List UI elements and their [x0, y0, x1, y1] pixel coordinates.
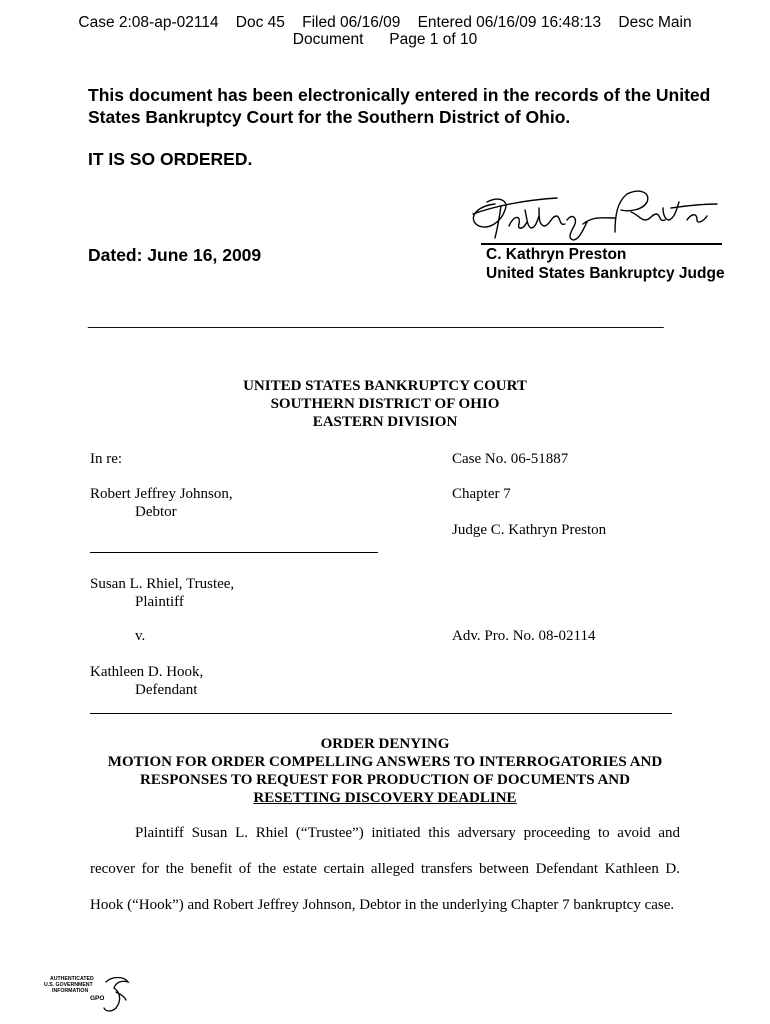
court-name: UNITED STATES BANKRUPTCY COURT: [243, 378, 527, 394]
ecf-header-line: Case 2:08-ap-02114 Doc 45 Filed 06/16/09 Entered 06/16/09 16:48:13 Desc Main: [78, 14, 692, 31]
caption-divider-long: [90, 713, 672, 714]
order-title-line: MOTION FOR ORDER COMPELLING ANSWERS TO INTERROGATORIES AND: [107, 754, 663, 770]
in-re-label: In re:: [90, 451, 123, 467]
defendant-name: Kathleen D. Hook,: [90, 664, 204, 680]
plaintiff-role: Plaintiff: [135, 594, 184, 610]
versus-label: v.: [135, 628, 146, 644]
debtor-role: Debtor: [135, 504, 177, 520]
chapter-label: Chapter 7: [452, 486, 511, 502]
case-number: Case No. 06-51887: [452, 451, 569, 467]
gpo-logo-text: AUTHENTICATED: [50, 976, 94, 982]
judge-signature-image: [465, 186, 725, 246]
plaintiff-name: Susan L. Rhiel, Trustee,: [90, 576, 235, 592]
caption-divider-short: [90, 552, 378, 553]
section-separator: _____________________________________________________________________: [88, 312, 664, 329]
so-ordered-text: IT IS SO ORDERED.: [88, 149, 253, 169]
debtor-name: Robert Jeffrey Johnson,: [90, 486, 233, 502]
gpo-authentication-logo: [44, 974, 134, 1018]
order-title-line: ORDER DENYING: [320, 736, 450, 752]
eagle-icon: [102, 974, 132, 1014]
ecf-header-page-line: Document Page 1 of 10: [292, 31, 478, 48]
court-division: EASTERN DIVISION: [312, 414, 458, 430]
judge-title: United States Bankruptcy Judge: [486, 265, 725, 282]
adversary-number: Adv. Pro. No. 08-02114: [452, 628, 596, 644]
gpo-logo-text: U.S. GOVERNMENT: [44, 982, 93, 988]
court-district: SOUTHERN DISTRICT OF OHIO: [270, 396, 500, 412]
order-title-line: RESPONSES TO REQUEST FOR PRODUCTION OF DOCUMENTS AND: [140, 772, 630, 788]
body-text-line: recover for the benefit of the estate certain alleged transfers between Defendant Kathleen D.: [90, 861, 680, 877]
assigned-judge: Judge C. Kathryn Preston: [452, 522, 607, 538]
body-text-line: Plaintiff Susan L. Rhiel (“Trustee”) initiated this adversary proceeding to avoid and: [135, 825, 680, 841]
defendant-role: Defendant: [135, 682, 198, 698]
dated-text: Dated: June 16, 2009: [88, 245, 262, 265]
body-text-line: Hook (“Hook”) and Robert Jeffrey Johnson, Debtor in the underlying Chapter 7 bankruptcy case.: [90, 897, 675, 913]
order-title-line: RESETTING DISCOVERY DEADLINE: [253, 790, 517, 806]
judge-name: C. Kathryn Preston: [486, 246, 627, 263]
electronic-entry-notice: This document has been electronically entered in the records of the United States Bankruptcy Court for the Southern District of Ohio.: [88, 85, 711, 127]
gpo-logo-text: GPO: [90, 995, 105, 1002]
gpo-logo-text: INFORMATION: [52, 988, 89, 994]
signature-line: [481, 243, 722, 245]
